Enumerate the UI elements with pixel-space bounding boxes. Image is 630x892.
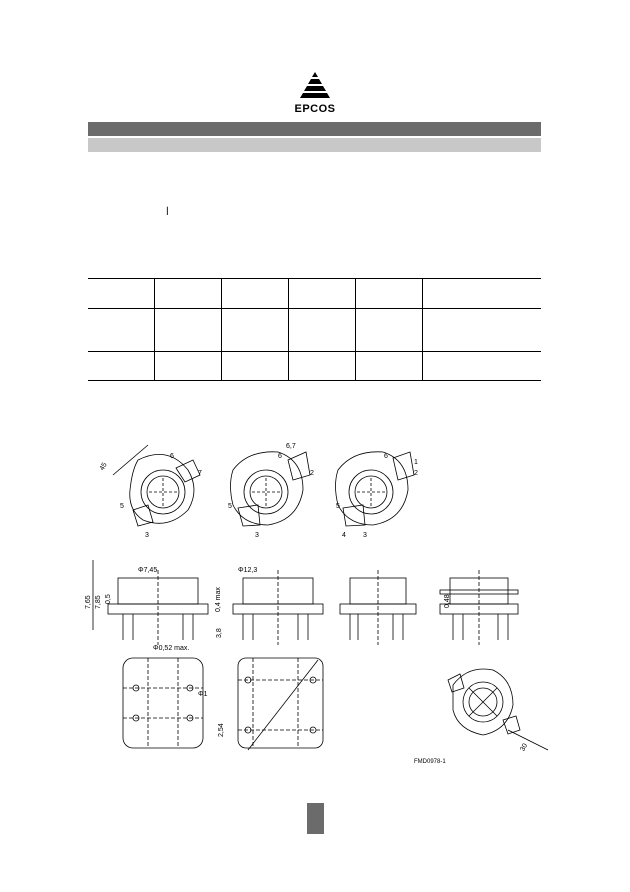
pin-label: 3 (145, 532, 149, 539)
footprint-2 (238, 658, 323, 750)
side-view-4 (440, 570, 518, 645)
epcos-logo (285, 70, 345, 118)
epcos-triangle-logo-icon (285, 70, 345, 104)
pin-label: 5 (120, 503, 124, 510)
table-row (88, 352, 541, 381)
brand-name: EPCOS (294, 103, 336, 115)
pin-label: 3 (255, 532, 259, 539)
spec-table (88, 278, 541, 381)
dim-right-thick: 0,48 (444, 594, 451, 608)
former-top-right (336, 452, 415, 526)
dim-height-b: 7,85 (95, 595, 102, 609)
header-bar-dark (88, 122, 541, 136)
pin-label: 5 (336, 503, 340, 510)
pin-label: 2 (310, 470, 314, 477)
pin-label: 7 (198, 470, 202, 477)
dim-pin-len: 3,8 (216, 628, 223, 638)
table-row (88, 279, 541, 309)
pin-label: 4 (342, 532, 346, 539)
dim-grid-dia: Φ1 (198, 691, 208, 698)
dim-side-max: 0,4 max (215, 587, 222, 612)
pin-label: 5 (228, 503, 232, 510)
drawing-code: FMD0978-1 (414, 759, 446, 765)
footprint-1 (123, 658, 203, 748)
dim-height-c: 0,5 (105, 594, 112, 604)
side-view-2 (233, 570, 323, 645)
pin-label: 2 (414, 470, 418, 477)
dim-dia-mid: Φ12,3 (238, 567, 258, 574)
page-marker-box (307, 803, 324, 834)
technical-drawing (85, 430, 548, 770)
dim-dia-left: Φ7,45 (138, 567, 158, 574)
stray-mark: ꟾ (166, 207, 169, 217)
former-top-left (113, 445, 200, 526)
table-row (88, 309, 541, 352)
dim-pitch: 2,54 (218, 723, 225, 737)
dim-angle-left: 45 (98, 461, 109, 472)
dim-height-a: 7,65 (85, 595, 92, 609)
pin-label: 6 (384, 453, 388, 460)
former-top-mid (231, 452, 311, 526)
pin-label: 3 (363, 532, 367, 539)
dim-bottom-angle: 30 (519, 742, 530, 753)
footprint-bottom-right (448, 669, 548, 753)
pin-label: 6 (170, 453, 174, 460)
pin-label: 6 (278, 453, 282, 460)
pin-label: 1 (414, 459, 418, 466)
dim-mid-top: 6,7 (286, 443, 296, 450)
side-view-3 (340, 570, 416, 645)
header-bar-light (88, 138, 541, 152)
dim-pin-dia: Φ0,52 max. (153, 645, 190, 652)
